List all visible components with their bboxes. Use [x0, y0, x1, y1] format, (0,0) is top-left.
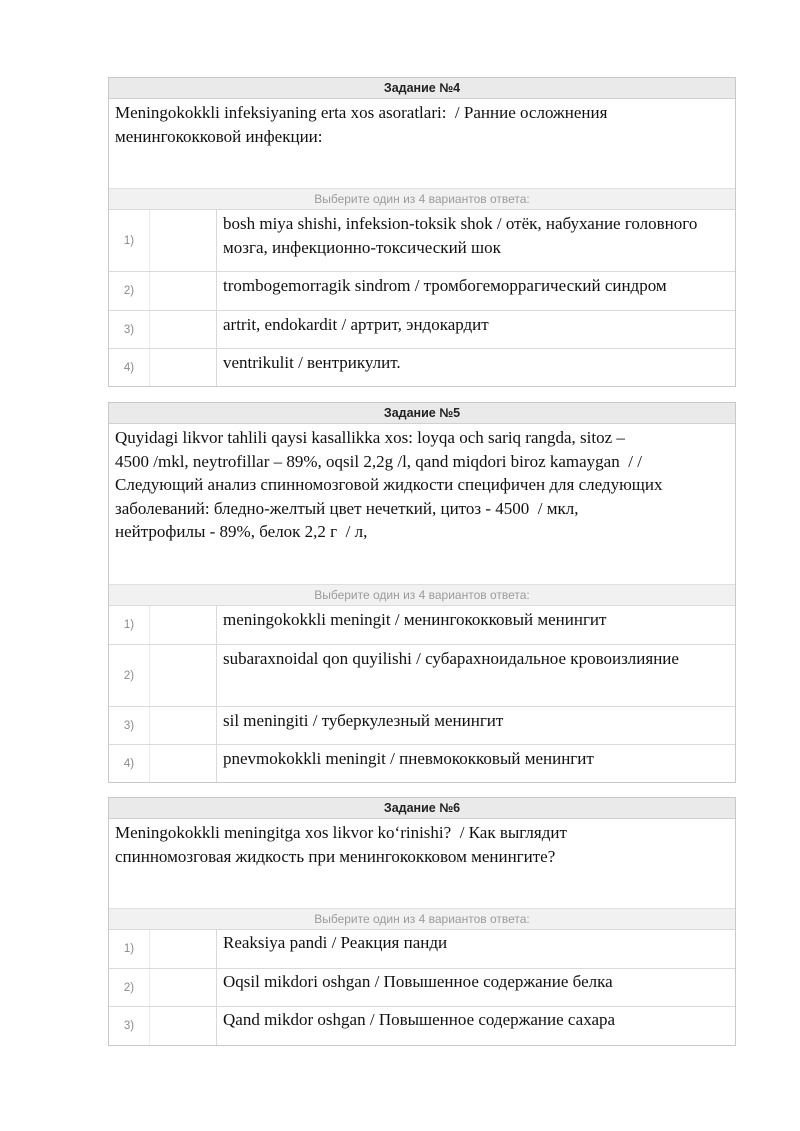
option-select-cell[interactable] [150, 707, 217, 744]
option-number: 3) [109, 1007, 150, 1045]
option-number: 2) [109, 969, 150, 1006]
option-text: Qand mikdor oshgan / Повышенное содержание сахара [223, 1010, 616, 1029]
option-text: subaraxnoidal qon quyilishi / субарахноидальное кровоизлияние [223, 649, 679, 668]
option-number: 3) [109, 311, 150, 348]
answer-option[interactable] [109, 271, 735, 310]
option-select-cell[interactable] [150, 1007, 217, 1045]
option-select-cell[interactable] [150, 311, 217, 348]
answer-option[interactable] [109, 744, 735, 782]
option-text: ventrikulit / вентрикулит. [223, 353, 401, 372]
option-select-cell[interactable] [150, 969, 217, 1006]
answer-option[interactable] [109, 644, 735, 706]
option-text: pnevmokokkli meningit / пневмококковый менингит [223, 749, 594, 768]
answer-option[interactable] [109, 605, 735, 644]
option-text: artrit, endokardit / артрит, эндокардит [223, 315, 489, 334]
option-number: 1) [109, 210, 150, 271]
option-number: 1) [109, 930, 150, 968]
question-text: Quyidagi likvor tahlili qaysi kasallikka xos: loyqa och sariq rangda, sitoz – 4500 /mkl, neytrofillar – 89%, oqsil 2,2g /l, qand miqdori biroz kamaygan / / Следующий анализ спинномозговой жидкости специфичен для следующих заболеваний: бледно-желтый цвет нечеткий, цитоз - 4500 / мкл, нейтрофилы - 89%, белок 2,2 г / л, [115, 428, 663, 541]
option-text: sil meningiti / туберкулезный менингит [223, 711, 504, 730]
option-text: Reaksiya pandi / Реакция панди [223, 933, 448, 952]
answer-option[interactable] [109, 706, 735, 744]
option-select-cell[interactable] [150, 349, 217, 386]
option-text: Oqsil mikdori oshgan / Повышенное содержание белка [223, 972, 613, 991]
option-select-cell[interactable] [150, 210, 217, 271]
option-number: 4) [109, 349, 150, 386]
answer-option[interactable] [109, 1006, 735, 1045]
answer-option[interactable] [109, 968, 735, 1006]
task-title: Задание №4 [109, 78, 735, 99]
answer-option[interactable] [109, 929, 735, 968]
task-5 [108, 402, 736, 783]
option-select-cell[interactable] [150, 930, 217, 968]
question-text: Meningokokkli meningitga xos likvor ko‘rinishi? / Как выглядит спинномозговая жидкость при менингококковом менингите? [115, 823, 567, 866]
option-text: meningokokkli meningit / менингококковый менингит [223, 610, 607, 629]
answer-instruction: Выберите один из 4 вариантов ответа: [109, 584, 735, 605]
answer-option[interactable] [109, 209, 735, 271]
answer-instruction: Выберите один из 4 вариантов ответа: [109, 908, 735, 929]
option-text: trombogemorragik sindrom / тромбогеморрагический синдром [223, 276, 667, 295]
answer-option[interactable] [109, 310, 735, 348]
task-6 [108, 797, 736, 1046]
option-select-cell[interactable] [150, 745, 217, 782]
option-select-cell[interactable] [150, 645, 217, 706]
option-number: 3) [109, 707, 150, 744]
option-select-cell[interactable] [150, 272, 217, 310]
task-4 [108, 77, 736, 387]
option-number: 4) [109, 745, 150, 782]
task-title: Задание №5 [109, 403, 735, 424]
option-number: 2) [109, 272, 150, 310]
option-text: bosh miya shishi, infeksion-toksik shok / отёк, набухание головного мозга, инфекционно-токсический шок [223, 214, 698, 257]
question-text: Meningokokkli infeksiyaning erta xos asoratlari: / Ранние осложнения менингококковой инфекции: [115, 103, 608, 146]
option-number: 2) [109, 645, 150, 706]
answer-option[interactable] [109, 348, 735, 386]
option-number: 1) [109, 606, 150, 644]
answer-instruction: Выберите один из 4 вариантов ответа: [109, 188, 735, 209]
option-select-cell[interactable] [150, 606, 217, 644]
task-title: Задание №6 [109, 798, 735, 819]
